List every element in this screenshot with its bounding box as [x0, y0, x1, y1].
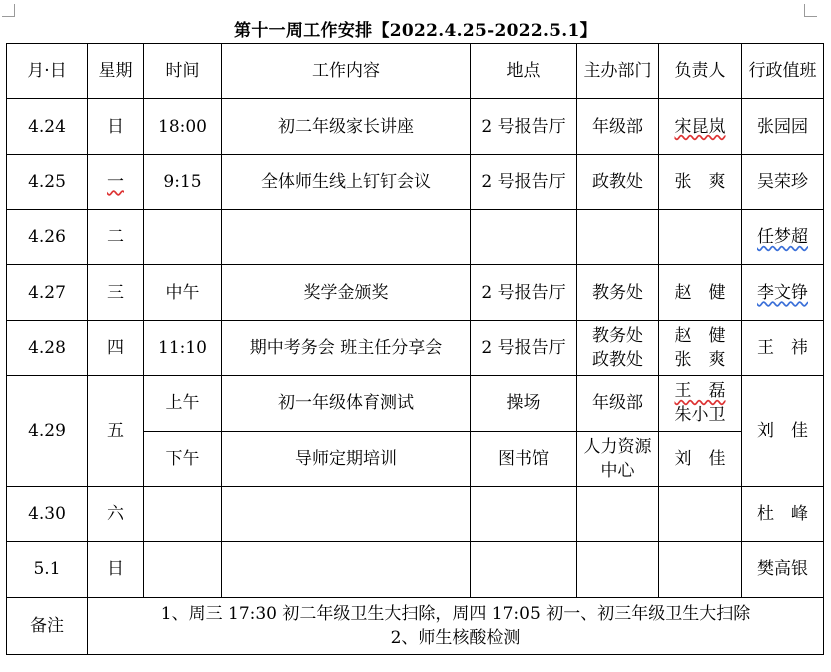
- header-duty: 行政值班: [742, 44, 824, 99]
- table-row: [7, 265, 824, 320]
- table-row: [7, 210, 824, 265]
- cell-duty: [742, 265, 824, 320]
- cell-duty: 王 祎: [742, 320, 824, 375]
- cell-time: 11:10: [144, 320, 222, 375]
- table-row: [7, 542, 824, 597]
- table-row: [7, 320, 824, 375]
- cell-duty: 樊高银: [742, 542, 824, 597]
- owner-text: 宋昆岚: [674, 116, 726, 137]
- cell-location: [471, 210, 577, 265]
- cell-department: [577, 486, 659, 541]
- cell-department: 政教处: [577, 154, 659, 209]
- cell-date: 4.30: [7, 486, 88, 541]
- owner-line: 张 爽: [674, 349, 726, 370]
- cell-department: 教务处: [577, 265, 659, 320]
- department-line: 政教处: [592, 349, 643, 370]
- table-row: [7, 486, 824, 541]
- cell-location: 2 号报告厅: [471, 320, 577, 375]
- header-weekday: 星期: [88, 44, 144, 99]
- table-row: [7, 99, 824, 154]
- cell-date: 4.27: [7, 265, 88, 320]
- cell-department: [577, 542, 659, 597]
- cell-content: [222, 210, 471, 265]
- cell-owner: [659, 210, 742, 265]
- cell-content: [222, 542, 471, 597]
- cell-content: [222, 320, 471, 375]
- header-location: 地点: [471, 44, 577, 99]
- cell-time: [144, 210, 222, 265]
- remarks-label: 备注: [7, 597, 88, 654]
- remark-line: 2、师生核酸检测: [390, 627, 521, 648]
- cell-location: 2 号报告厅: [471, 99, 577, 154]
- cell-owner: [659, 486, 742, 541]
- duty-text: 李文铮: [757, 282, 808, 303]
- cell-date: 4.26: [7, 210, 88, 265]
- cell-duty: 张园园: [742, 99, 824, 154]
- owner-line: 赵 健: [674, 325, 726, 346]
- header-content: 工作内容: [222, 44, 471, 99]
- cell-weekday: [88, 154, 144, 209]
- schedule-table: [6, 43, 824, 655]
- weekday-text: 一: [107, 171, 124, 192]
- cell-location: [471, 486, 577, 541]
- cell-content: 奖学金颁奖: [222, 265, 471, 320]
- header-row: [7, 44, 824, 99]
- cell-location: 图书馆: [471, 431, 577, 486]
- owner-line: [659, 379, 741, 403]
- department-line: 中心: [600, 460, 635, 481]
- cell-time: [144, 486, 222, 541]
- cell-location: 2 号报告厅: [471, 265, 577, 320]
- header-time: 时间: [144, 44, 222, 99]
- cell-date: 4.24: [7, 99, 88, 154]
- header-date: 月·日: [7, 44, 88, 99]
- cell-location: 操场: [471, 376, 577, 431]
- cell-duty: 吴荣珍: [742, 154, 824, 209]
- cell-owner: 刘 佳: [659, 431, 742, 486]
- cell-date: 5.1: [7, 542, 88, 597]
- duty-text: 任梦超: [757, 227, 808, 248]
- department-line: 教务处: [592, 325, 643, 346]
- cell-time: 下午: [144, 431, 222, 486]
- table-row: [7, 154, 824, 209]
- remarks-row: [7, 597, 824, 654]
- cell-date: 4.28: [7, 320, 88, 375]
- remark-line: 1、周三 17:30 初二年级卫生大扫除，周四 17:05 初一、初三年级卫生大扫除: [160, 603, 751, 624]
- cell-owner: [659, 99, 742, 154]
- cell-location: 2 号报告厅: [471, 154, 577, 209]
- cell-weekday: 二: [88, 210, 144, 265]
- cell-time: 中午: [144, 265, 222, 320]
- cell-owner: [659, 320, 742, 375]
- cell-content: 导师定期培训: [222, 431, 471, 486]
- cell-duty: 杜 峰: [742, 486, 824, 541]
- cell-department: [577, 431, 659, 486]
- cell-department: [577, 210, 659, 265]
- cell-owner: [659, 542, 742, 597]
- cell-content: 初二年级家长讲座: [222, 99, 471, 154]
- cell-owner: 赵 健: [659, 265, 742, 320]
- cell-owner: 张 爽: [659, 154, 742, 209]
- cell-content: [222, 486, 471, 541]
- content-text: 期中考务会 班主任分享会: [249, 337, 443, 358]
- cell-duty: [742, 210, 824, 265]
- schedule-title: 第十一周工作安排【2022.4.25-2022.5.1】: [234, 21, 597, 41]
- cell-weekday: 五: [88, 376, 144, 487]
- cell-department: [577, 320, 659, 375]
- cell-content: 全体师生线上钉钉会议: [222, 154, 471, 209]
- cell-weekday: 三: [88, 265, 144, 320]
- cell-date: 4.25: [7, 154, 88, 209]
- cell-time: 9:15: [144, 154, 222, 209]
- cell-duty: 刘 佳: [742, 376, 824, 487]
- table-row: [7, 376, 824, 431]
- cell-content: 初一年级体育测试: [222, 376, 471, 431]
- department-line: 人力资源: [583, 436, 652, 457]
- cell-weekday: 六: [88, 486, 144, 541]
- cell-weekday: 日: [88, 542, 144, 597]
- cell-time: 上午: [144, 376, 222, 431]
- cell-department: 年级部: [577, 99, 659, 154]
- cell-owner: [659, 376, 742, 431]
- cell-weekday: 四: [88, 320, 144, 375]
- remarks-content: [88, 597, 824, 654]
- cell-time: 18:00: [144, 99, 222, 154]
- cell-weekday: 日: [88, 99, 144, 154]
- owner-text: 王 磊: [674, 381, 726, 402]
- header-owner: 负责人: [659, 44, 742, 99]
- cell-location: [471, 542, 577, 597]
- cell-department: 年级部: [577, 376, 659, 431]
- owner-line: 朱小卫: [674, 405, 726, 426]
- cell-date: 4.29: [7, 376, 88, 487]
- cell-time: [144, 542, 222, 597]
- header-department: 主办部门: [577, 44, 659, 99]
